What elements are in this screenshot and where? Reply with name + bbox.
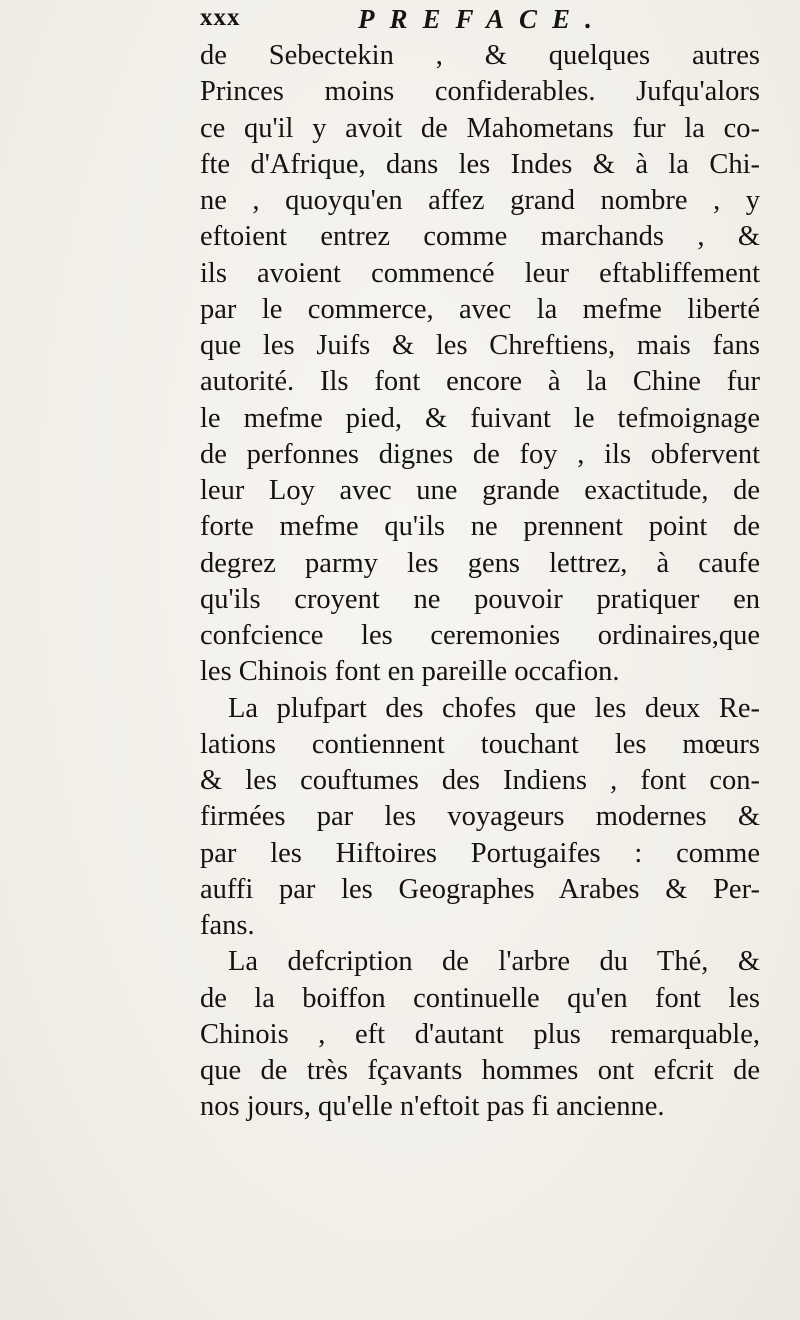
text-line: de perfonnes dignes de foy , ils obfervent xyxy=(200,438,760,470)
page-number: xxx xyxy=(200,4,241,31)
text-line: eftoient entrez comme marchands , & xyxy=(200,221,760,253)
text-line: firmées par les voyageurs modernes & xyxy=(200,801,760,833)
running-title: PREFACE. xyxy=(358,4,607,34)
text-line: auffi par les Geographes Arabes & Per- xyxy=(200,873,760,905)
text-line: fans. xyxy=(200,910,255,941)
text-line: confcience les ceremonies ordinaires,que xyxy=(200,620,760,651)
text-line: autorité. Ils font encore à la Chine fur xyxy=(200,366,760,398)
text-line: ce qu'il y avoit de Mahometans fur la co- xyxy=(200,112,760,144)
text-line: fte d'Afrique, dans les Indes & à la Chi- xyxy=(200,148,760,180)
text-line: Chinois , eft d'autant plus remarquable, xyxy=(200,1018,760,1050)
text-line: que les Juifs & les Chreftiens, mais fans xyxy=(200,330,760,361)
text-line: lations contiennent touchant les mœurs xyxy=(200,728,760,760)
paragraph-start-line: La defcription de l'arbre du Thé, & xyxy=(228,946,760,978)
body-text xyxy=(200,38,760,1126)
text-line: Princes moins confiderables. Jufqu'alors xyxy=(200,76,760,108)
text-line: & les couftumes des Indiens , font con- xyxy=(200,765,760,796)
text-line: forte mefme qu'ils ne prennent point de xyxy=(200,511,760,543)
text-line: degrez parmy les gens lettrez, à caufe xyxy=(200,547,760,579)
text-line: leur Loy avec une grande exactitude, de xyxy=(200,475,760,506)
text-line: par les Hiftoires Portugaifes : comme xyxy=(200,837,760,869)
paragraph-start-line: La plufpart des chofes que les deux Re- xyxy=(228,692,760,724)
text-line: le mefme pied, & fuivant le tefmoignage xyxy=(200,402,760,434)
text-line: de Sebectekin , & quelques autres xyxy=(200,40,760,71)
page-header xyxy=(200,4,760,38)
text-line: ne , quoyqu'en affez grand nombre , y xyxy=(200,185,760,216)
text-line: qu'ils croyent ne pouvoir pratiquer en xyxy=(200,583,760,615)
text-line: nos jours, qu'elle n'eftoit pas fi ancienne. xyxy=(200,1091,665,1123)
text-line: de la boiffon continuelle qu'en font les xyxy=(200,982,760,1014)
text-line: que de très fçavants hommes ont efcrit de xyxy=(200,1055,760,1086)
text-line: les Chinois font en pareille occafion. xyxy=(200,656,620,688)
text-line: par le commerce, avec la mefme liberté xyxy=(200,293,760,325)
text-line: ils avoient commencé leur eftabliffement xyxy=(200,257,760,289)
